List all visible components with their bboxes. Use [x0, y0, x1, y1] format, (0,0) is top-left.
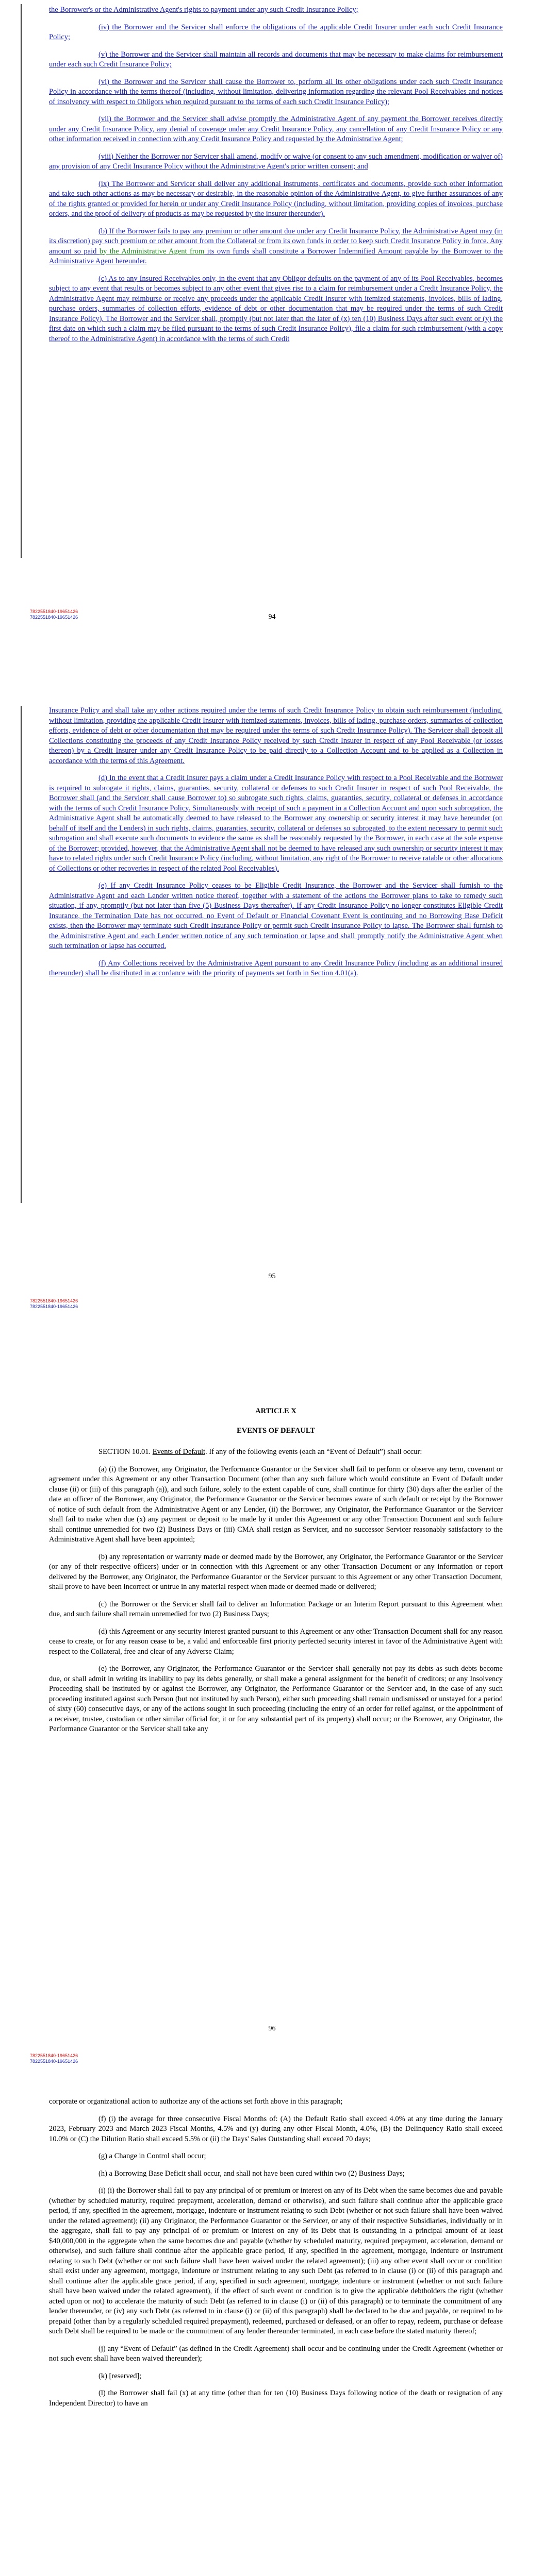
article-heading: EVENTS OF DEFAULT [237, 1426, 315, 1435]
moved-text-run: by the Administrative Agent from [99, 247, 205, 256]
page-body [49, 706, 503, 986]
paragraph: (viii) Neither the Borrower nor Servicer shall amend, modify or waive (or consent to any such amendment, modification or waiver of) any provision of any Credit Insurance Policy without the Administrative Agent's prior written consent; and [49, 152, 503, 171]
page-body [49, 2097, 503, 2416]
paragraph-c: (c) As to any Insured Receivables only, in the event that any Obligor defaults on the payment of any of its Pool Receivables, becomes subject to any event that results or becomes subject to any other event that gives rise to a claim for reimbursement under a Credit Insurance Policy, the Administrative Agent may reimburse or receive any proceeds under the applicable Credit Insurer with itemized statements, invoices, bills of lading, purchase orders, summaries of collection efforts, evidence of debt or other documentation that may be required under the terms of such Credit Insurance Policy). The Borrower and the Servicer shall, promptly (but not later than the later of (x) ten (10) Business Days after such event or (y) the first date on which such a claim may be filed pursuant to the terms of such Credit Insurance Policy), file a claim for such reimbursement (with a copy thereof to the Administrative Agent) in accordance with the terms of such Credit [49, 274, 503, 343]
list-item: (i) (i) the Borrower shall fail to pay any principal of or premium or interest on any of its Debt when the same becomes due and payable (whether by scheduled maturity, required prepayment, acceleration, demand or otherwise), and such failure shall continue after the applicable grace period, if any, specified in the agreement, mortgage, indenture or instrument relating to such Debt (whether or not such failure shall have been waived under the related agreement); (ii) any Originator, the Performance Guarantor or the Servicer, or any of their respective Subsidiaries, individually or in the aggregate, shall fail to pay any principal of or premium or interest on any of its Debt that is outstanding in a principal amount of at least $40,000,000 in the aggregate when the same becomes due and payable (whether by scheduled maturity, required prepayment, acceleration, demand or otherwise), and such failure shall continue after the applicable grace period, if any, specified in the agreement, mortgage, indenture or instrument relating to such Debt (whether or not such failure shall have been waived under the related agreement); (iii) any other event shall occur or condition shall exist under any agreement, mortgage, indenture or instrument relating to any such Debt (as referred to in clause (i) or (ii) of this paragraph and shall continue after the applicable grace period, if any, specified in such agreement, mortgage, indenture or instrument (whether or not such failure shall have been waived under the related agreement), if the effect of such event or condition is to give the applicable debtholders the right (whether acted upon or not) to accelerate the maturity of such Debt (as referred to in clause (i) or (ii) of this paragraph) or to terminate the commitment of any lender thereunder, or (iv) any such Debt (as referred to in clause (i) or (ii) of this paragraph) shall be declared to be due and payable, or required to be prepaid (other than by a regularly scheduled required prepayment), redeemed, purchased or defeased, or an offer to repay, redeem, purchase or defease such Debt shall be required to be made or the commitment of any lender thereunder terminated, in each case before the stated maturity thereof; [49, 2187, 503, 2335]
section-intro: SECTION 10.01. Events of Default. If any of the following events (each an “Event of Default”) shall occur: [98, 1448, 422, 1456]
text-run: (b) If the Borrower fails to pay any premium or other amount due under any Credit Insurance Policy, the Administrative Agent may (in its discretion) pay such premium or other amount from the Collateral or from its own funds in order to keep such Credit Insurance Policy in force. Any amount so paid [49, 227, 503, 256]
revision-bar [21, 4, 22, 558]
page-body [49, 5, 503, 351]
document-page-94 [0, 0, 544, 690]
list-item: (e) the Borrower, any Originator, the Performance Guarantor or the Servicer shall generally not pay its debts as such debts become due, or shall admit in writing its inability to pay its debts generally, or shall make a general assignment for the benefit of creditors; or any Insolvency Proceeding shall be instituted by or against the Borrower, any Originator, the Performance Guarantor or the Servicer and, in the case of any such proceeding instituted against such Person (but not instituted by such Person), either such proceeding shall remain undismissed or unstayed for a period of sixty (60) consecutive days, or any of the actions sought in such proceeding (including the entry of an order for relief against, or the appointment of a receiver, trustee, custodian or other similar official for, it or for any substantial part of its property) shall occur; or the Borrower, any Originator, the Performance Guarantor or the Servicer shall take any [49, 1665, 503, 1733]
paragraph: (v) the Borrower and the Servicer shall maintain all records and documents that may be necessary to make claims for reimbursement under each such Credit Insurance Policy; [49, 50, 503, 69]
document-page-97 [0, 2092, 544, 2576]
paragraph: Insurance Policy and shall take any other actions required under the terms of such Credit Insurance Policy to obtain such reimbursement (including, without limitation, providing the applicable Credit Insurer with itemized statements, invoices, bills of lading, purchase orders, summaries of collection efforts, evidence of debt or other documentation that may be required under the terms of such Credit Insurance Policy). The Servicer shall deposit all Collections constituting the proceeds of any Credit Insurance Policy received by such Credit Insurer in respect of any Pool Receivable (or losses thereon) by a Credit Insurer under any Credit Insurance Policy to be paid directly to a Collection Account and to be applied as a Collection in accordance with the terms of this Agreement. [49, 706, 503, 765]
paragraph-d: (d) In the event that a Credit Insurer pays a claim under a Credit Insurance Policy with respect to a Pool Receivable and the Borrower is required to subrogate it rights, claims, guaranties, security, collateral or defenses to such Credit Insurer in respect of such Pool Receivable, the Borrower shall (and the Servicer shall cause Borrower to) so subrogate such rights, claims, guaranties, security, collateral or defenses in accordance with the terms of such Credit Insurance Policy. Simultaneously with receipt of such a payment in a Collection Account and upon such subrogation, the Administrative Agent shall be automatically deemed to have released to the Borrower any ownership or security interest it may have hereunder (on behalf of itself and the Lenders) in such rights, claims, guaranties, security, collateral or defenses so subrogated, to the extent necessary to permit such subrogation and shall execute such documents to evidence the same as shall be reasonably requested by the Borrower, in each case at the sole expense of the Borrower; provided, however, that the Administrative Agent shall not be deemed to have released any such ownership or security interest it may have to related rights under such Credit Insurance Policy (including, without limitation, any right of the Borrower to receive ratable or other allocations of Collections or other recoveries in respect of the related Pool Receivables). [49, 774, 503, 873]
document-page-95 [0, 701, 544, 1386]
article-title: ARTICLE X [255, 1407, 296, 1415]
document-id-footer: 7822551840-19651426 7822551840-19651426 [30, 1298, 78, 1309]
page-number: 95 [268, 1273, 276, 1280]
paragraph-e: (e) If any Credit Insurance Policy ceases to be Eligible Credit Insurance, the Borrower and the Servicer shall furnish to the Administrative Agent and each Lender written notice thereof, together with a statement of the actions the Borrower plans to take to remedy such situation, if any, promptly (but not later than five (5) Business Days thereafter). If any Credit Insurance Policy no longer constitutes Eligible Credit Insurance, the Termination Date has not occurred, no Event of Default or Financial Covenant Event is continuing and no Borrowing Base Deficit exists, then the Borrower may terminate such Credit Insurance Policy or permit such Credit Insurance Policy to lapse. The Borrower shall furnish to the Administrative Agent and each Lender written notice of any such termination or lapse and shall promptly notify the Administrative Agent when such termination or lapse has occurred. [49, 882, 503, 950]
list-item: (l) the Borrower shall fail (x) at any time (other than for ten (10) Business Days following notice of the death or resignation of any Independent Director) to have an [49, 2389, 503, 2408]
list-item: (j) any “Event of Default” (as defined in the Credit Agreement) shall occur and be continuing under the Credit Agreement (whether or not such event shall have been waived thereunder); [49, 2344, 503, 2363]
paragraph: corporate or organizational action to authorize any of the actions set forth above in this paragraph; [49, 2097, 343, 2106]
list-item: (c) the Borrower or the Servicer shall fail to deliver an Information Package or an Interim Report pursuant to this Agreement when due, and such failure shall remain unremedied for two (2) Business Days; [49, 1600, 503, 1618]
document-id-footer: 7822551840-19651426 7822551840-19651426 [30, 609, 78, 620]
paragraph: (vii) the Borrower and the Servicer shall advise promptly the Administrative Agent of any payment the Borrower receives directly under any Credit Insurance Policy, any denial of coverage under any Credit Insurance Policy, any cancellation of any Credit Insurance Policy or any other information received in connection with any Credit Insurance Policy and requested by the Administrative Agent; [49, 115, 503, 143]
paragraph: (iv) the Borrower and the Servicer shall enforce the obligations of the applicable Credit Insurer under each such Credit Insurance Policy; [49, 23, 503, 41]
list-item: (g) a Change in Control shall occur; [98, 2152, 206, 2160]
paragraph: (ix) The Borrower and Servicer shall deliver any additional instruments, certificates and documents, provide such other information and take such other actions as may be necessary or desirable, in the reasonable opinion of the Administrative Agent, to give further assurances of any of the rights granted or provided for herein or under any Credit Insurance Policy (including, without limitation, providing copies of invoices, purchase orders, and the proof of delivery of products as may be requested by the insurer thereunder). [49, 179, 503, 218]
revision-bar [21, 706, 22, 1203]
list-item: (a) (i) the Borrower, any Originator, the Performance Guarantor or the Servicer shall fail to perform or observe any term, covenant or agreement under this Agreement or any other Transaction Document (other than any such failure which would constitute an Event of Default under clause (ii) or (iii) of this paragraph (a)), and such failure, solely to the extent capable of cure, shall continue for thirty (30) days after the earlier of the date an officer of the Borrower, any Originator, the Performance Guarantor or the Servicer becomes aware of such default or receipt by the Borrower of notice of such default from the Administrative Agent or any Lender, (ii) the Borrower, any Originator, the Performance Guarantor or the Servicer shall fail to make when due (x) any payment or deposit to be made by it under this Agreement or any other Transaction Document and such failure shall continue unremedied for two (2) Business Days or (iii) CMA shall resign as Servicer, and no successor Servicer reasonably satisfactory to the Administrative Agent shall have been appointed; [49, 1465, 503, 1544]
paragraph-f: (f) Any Collections received by the Administrative Agent pursuant to any Credit Insurance Policy (including as an additional insured thereunder) shall be distributed in accordance with the priority of payments set forth in Section 4.01(a). [49, 959, 503, 977]
document-id-footer: 7822551840-19651426 7822551840-19651426 [30, 2053, 78, 2064]
text-run: its own funds shall constitute a Borrower Indemnified Amount payable by the Borrower to the Administrative Agent hereunder. [49, 247, 503, 265]
page-number: 96 [268, 2025, 276, 2032]
list-item: (d) this Agreement or any security interest granted pursuant to this Agreement or any other Transaction Document shall for any reason cease to create, or for any reason cease to be, a valid and enforceable first priority perfected security interest in favor of the Administrative Agent with respect to the Collateral, free and clear of any Adverse Claim; [49, 1627, 503, 1656]
paragraph: (vi) the Borrower and the Servicer shall cause the Borrower to, perform all its other obligations under each such Credit Insurance Policy in accordance with the terms thereof (including, without limitation, delivering information regarding the relevant Pool Receivables and notices of insolvency with respect to Obligors when required pursuant to the terms of each such Credit Insurance Policy); [49, 77, 503, 106]
document-page-96 [0, 1391, 544, 2081]
paragraph-b [49, 227, 503, 267]
page-number: 94 [268, 613, 276, 621]
list-item: (f) (i) the average for three consecutive Fiscal Months of: (A) the Default Ratio shall exceed 4.0% at any time during the January 2023, February 2023 and March 2023 Fiscal Months, 4.5% and (y) during any other Fiscal Month, 4.0%, (B) the Delinquency Ratio shall exceed 10.0% or (C) the Dilution Ratio shall exceed 5.5% or (ii) the Days' Sales Outstanding shall exceed 70 days; [49, 2114, 503, 2143]
list-item: (b) any representation or warranty made or deemed made by the Borrower, any Originator, the Performance Guarantor or the Servicer (or any of their respective officers) under or in connection with this Agreement or any other Transaction Document or any information or report delivered by the Borrower, any Originator, the Performance Guarantor or the Servicer pursuant to this Agreement or any other Transaction Document, shall prove to have been incorrect or untrue in any material respect when made or deemed made or delivered; [49, 1552, 503, 1591]
list-item: (h) a Borrowing Base Deficit shall occur, and shall not have been cured within two (2) Business Days; [98, 2169, 405, 2178]
page-body [49, 1406, 503, 1742]
paragraph: the Borrower's or the Administrative Agent's rights to payment under any such Credit Insurance Policy; [49, 6, 358, 14]
list-item: (k) [reserved]; [98, 2371, 142, 2380]
